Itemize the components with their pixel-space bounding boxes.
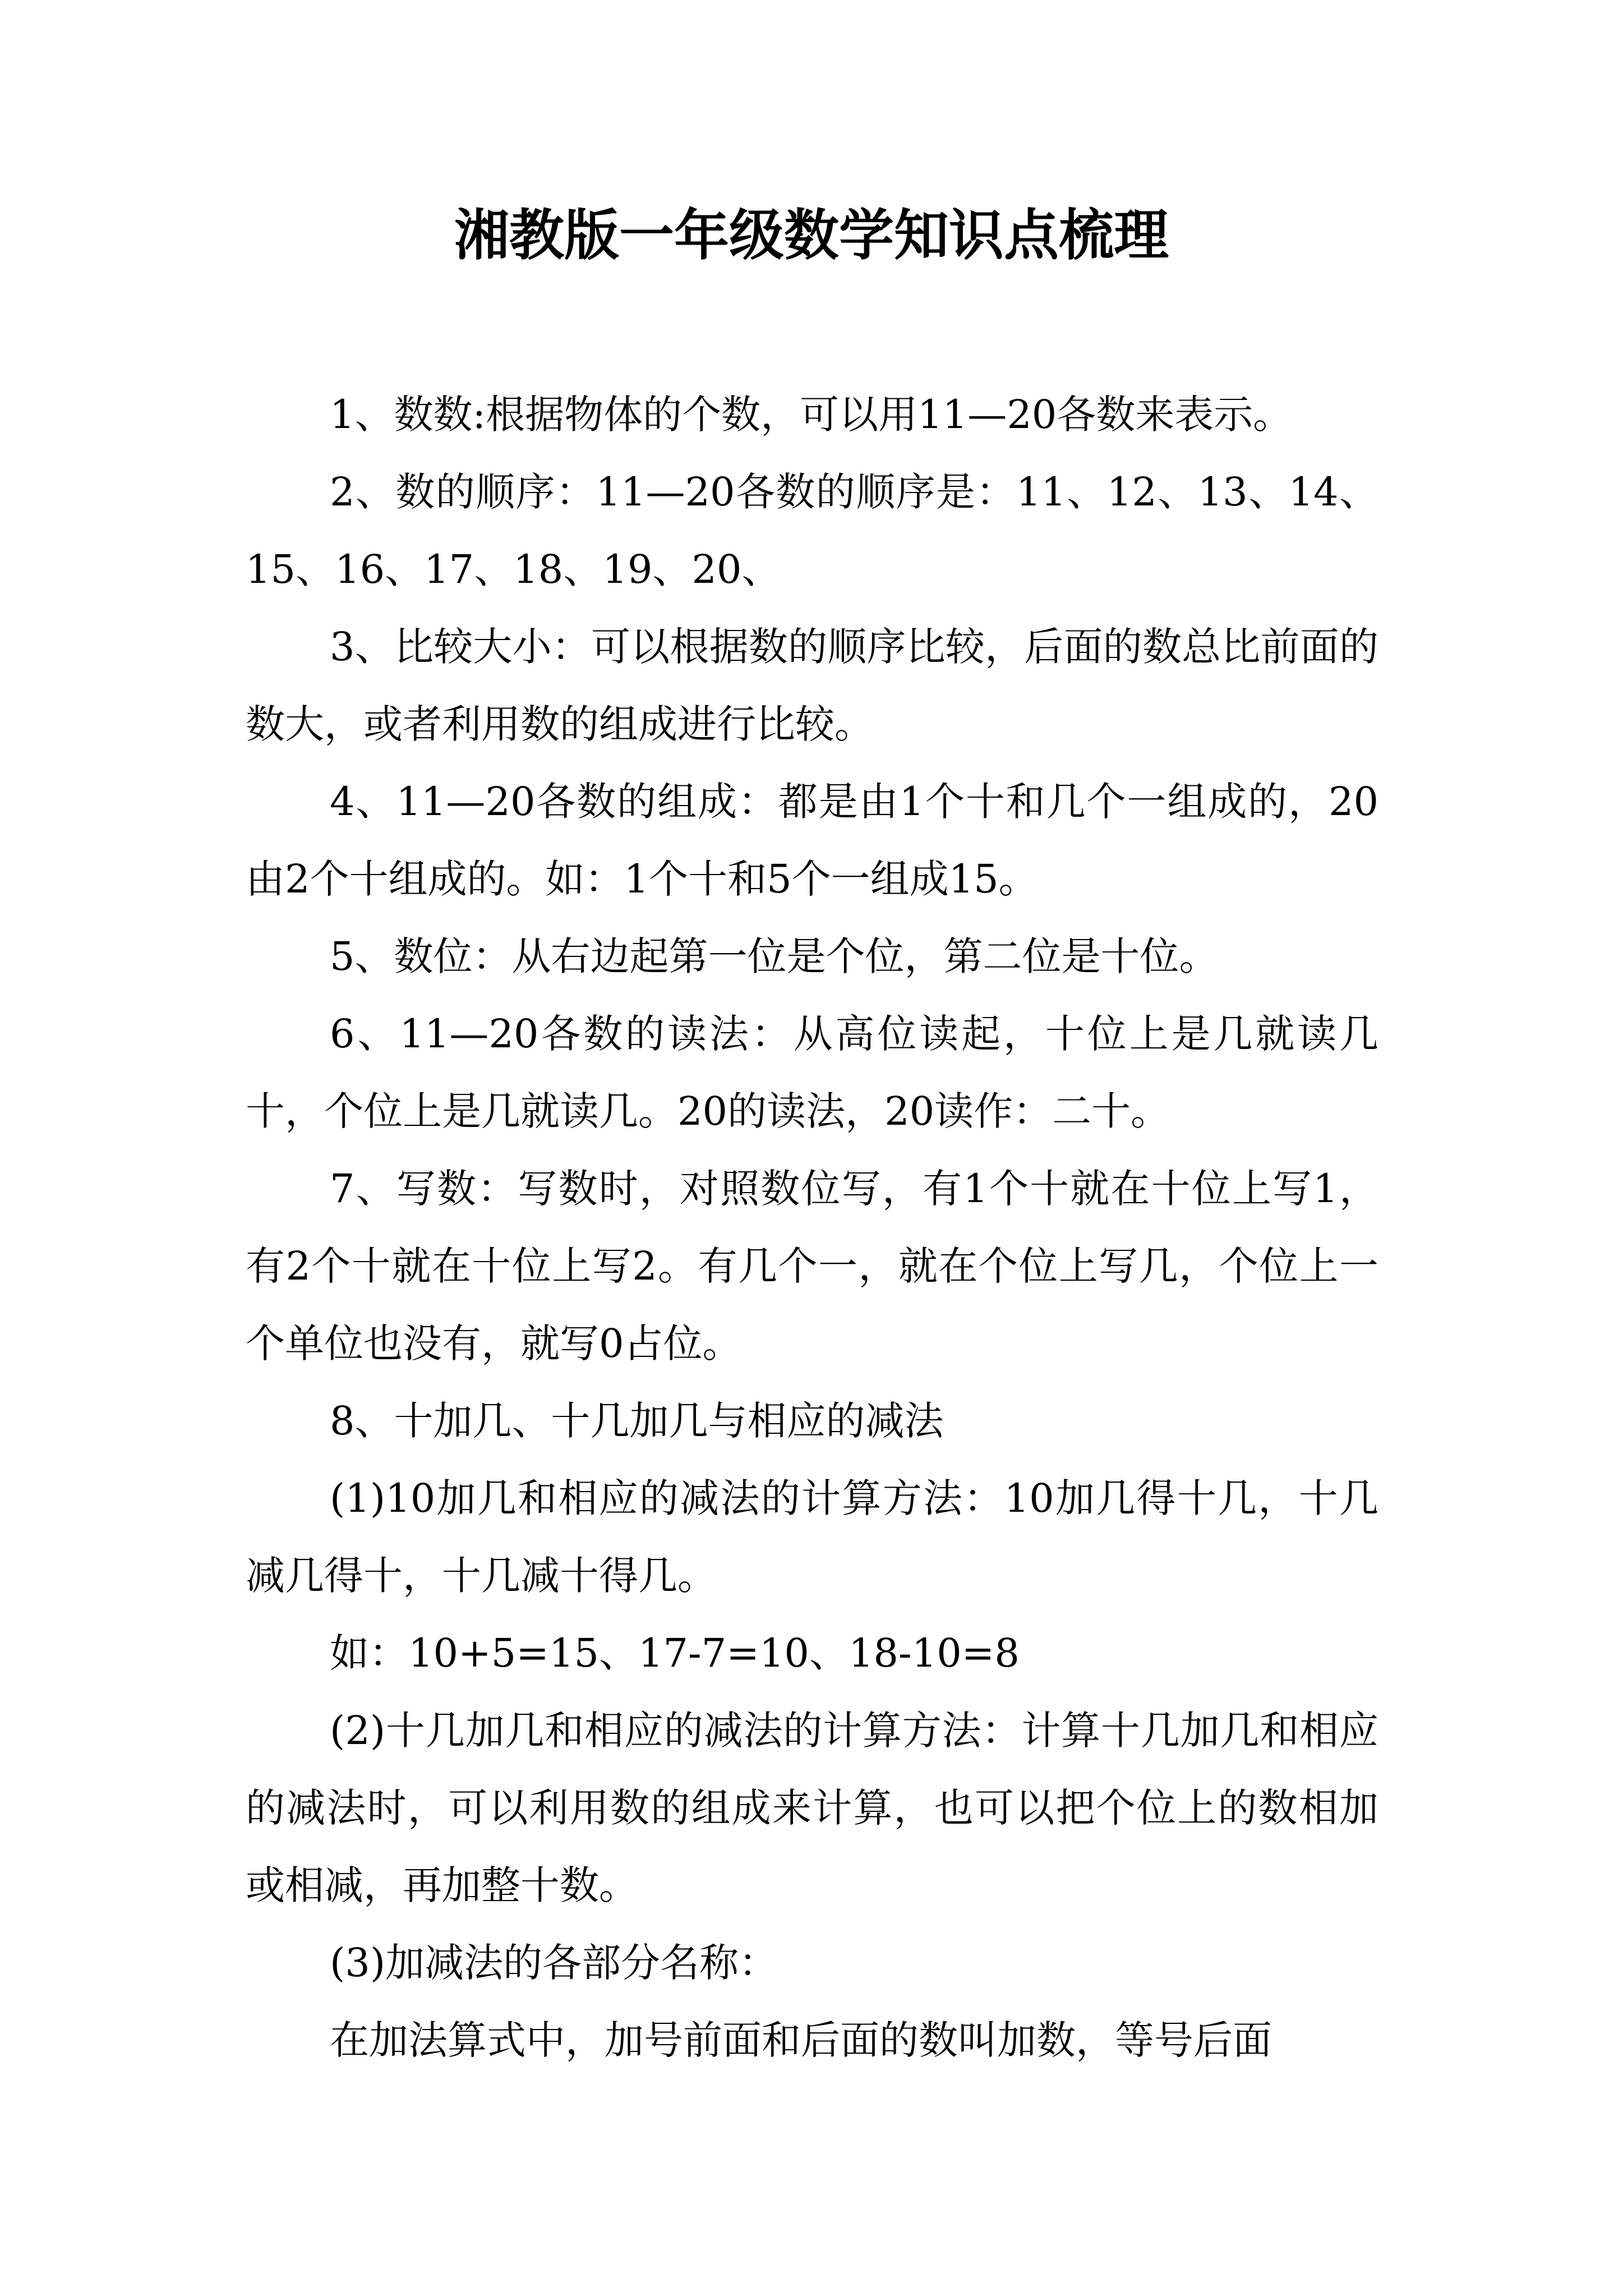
paragraph-reading-numbers: 6、11—20各数的读法：从高位读起，十位上是几就读几十，个位上是几就读几。20的读法，20读作：二十。 bbox=[246, 1011, 1378, 1134]
paragraph-teens-plus-method: (2)十几加几和相应的减法的计算方法：计算十几加几和相应的减法时，可以利用数的组成来计算，也可以把个位上的数相加或相减，再加整十数。 bbox=[246, 1708, 1378, 1908]
paragraph-writing-numbers: 7、写数：写数时，对照数位写，有1个十就在十位上写1，有2个十就在十位上写2。有几个一，就在个位上写几，个位上一个单位也没有，就写0占位。 bbox=[246, 1166, 1378, 1366]
document-body bbox=[246, 376, 1378, 2079]
paragraph-number-order: 2、数的顺序：11—20各数的顺序是：11、12、13、14、15、16、17、18、19、20、 bbox=[246, 469, 1378, 592]
document-title: 湘教版一年级数学知识点梳理 bbox=[454, 203, 1169, 268]
paragraph-compare-size: 3、比较大小：可以根据数的顺序比较，后面的数总比前面的数大，或者利用数的组成进行比较。 bbox=[246, 624, 1378, 747]
paragraph-addend-definition: 在加法算式中，加号前面和后面的数叫加数，等号后面 bbox=[330, 2017, 1272, 2063]
paragraph-example-equations: 如：10+5=15、17-7=10、18-10=8 bbox=[330, 1630, 1020, 1676]
paragraph-number-composition: 4、11—20各数的组成：都是由1个十和几个一组成的，20由2个十组成的。如：1个十和5个一组成15。 bbox=[246, 779, 1378, 902]
paragraph-ten-plus-method: (1)10加几和相应的减法的计算方法：10加几得十几，十几减几得十，十几减十得几。 bbox=[246, 1475, 1378, 1599]
paragraph-operation-part-names: (3)加减法的各部分名称： bbox=[330, 1940, 778, 1986]
paragraph-addition-subtraction-heading: 8、十加几、十几加几与相应的减法 bbox=[330, 1398, 944, 1444]
paragraph-counting: 1、数数:根据物体的个数，可以用11—20各数来表示。 bbox=[330, 392, 1293, 438]
paragraph-place-value: 5、数位：从右边起第一位是个位，第二位是十位。 bbox=[330, 933, 1219, 979]
